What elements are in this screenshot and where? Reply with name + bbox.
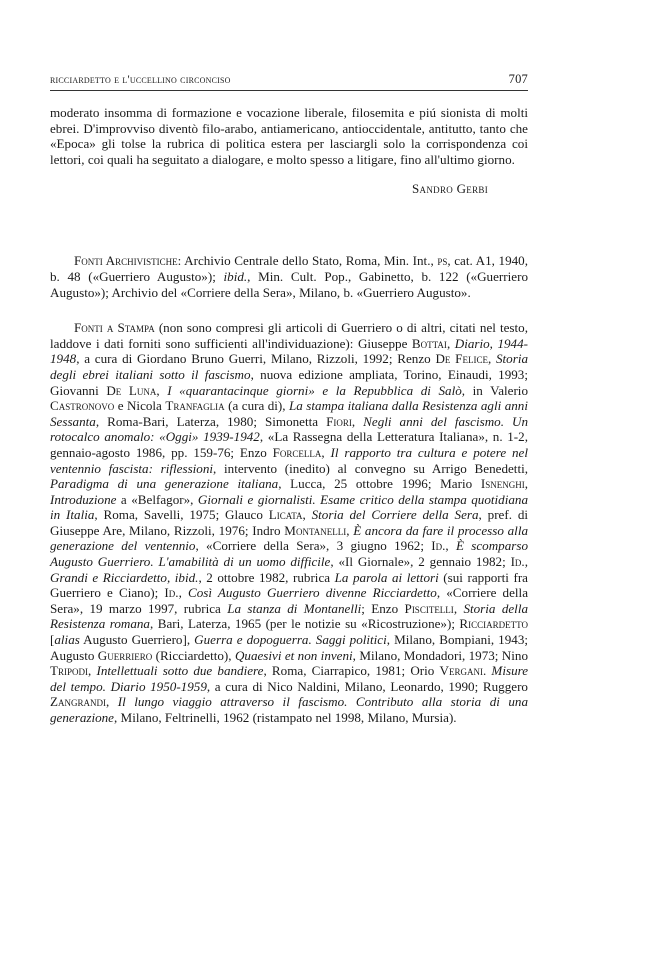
italic-title: È scomparso Augusto Guerriero. L'amabilità di un uomo difficile — [50, 538, 529, 570]
body-paragraph: moderato insomma di formazione e vocazione liberale, filosemita e piú sionista di molti ebrei. D'improvviso diventò filo-arabo, antiamericano, antioccidentale, antitutto, tanto che «Epoca» gli tolse la rubrica di politica estera per lasciargli solo la corrispondenza coi lettori, coi quali ha seguitato a dialogare, e molto spesso a litigare, fino all'ultimo giorno. — [50, 105, 528, 167]
text-run: Archivio Centrale dello Stato, Roma, Min. Int., — [181, 253, 438, 269]
text-run: , a cura di Nico Naldini, Milano, Leonardo, 1990; Ruggero — [206, 678, 528, 694]
text-run: , in Valerio — [461, 382, 528, 398]
author-name: Licata — [268, 507, 303, 523]
printed-sources-text — [50, 320, 528, 725]
text-run: , — [453, 600, 464, 616]
author-name: ps — [437, 253, 448, 269]
author-name: Id. — [510, 554, 525, 570]
text-run: , Roma, Ciarrapico, 1981; Orio — [263, 663, 440, 679]
text-run: , — [445, 538, 456, 554]
italic-title: Storia della Resistenza romana — [50, 600, 529, 632]
italic-title: Intellettuali sotto due bandiere — [96, 663, 264, 679]
text-run: , «La Rassegna della Letteratura Italiana», n. 1-2, gennaio-agosto 1986, pp. 159-76; Enzo — [50, 429, 528, 460]
text-run: , — [487, 351, 496, 367]
text-run: , — [156, 382, 168, 398]
italic-title: ibid. — [223, 268, 248, 284]
italic-title: Grandi e Ricciardetto, ibid. — [50, 569, 199, 585]
author-name: Montanelli — [284, 522, 347, 538]
text-run: , Milano, Bompiani, 1943; Augusto — [50, 632, 529, 663]
italic-title: Storia degli ebrei italiani sotto il fascismo — [50, 351, 529, 382]
italic-title: Guerra e dopoguerra. Saggi politici — [194, 632, 387, 648]
italic-title: Diario, 1944-1948 — [50, 335, 528, 367]
text-run: , — [524, 476, 528, 492]
running-title: ricciardetto e l'uccellino circonciso — [50, 72, 231, 86]
text-run: , Milano, Mondadori, 1973; Nino — [352, 647, 528, 663]
author-name: Zangrandi — [50, 694, 106, 710]
author-name: Id. — [164, 585, 179, 601]
text-run: , Min. Cult. Pop., Gabinetto, b. 122 («Guerriero Augusto»); Archivio del «Corriere della Sera», Milano, b. «Guerriero Augusto». — [50, 268, 528, 300]
text-run: , — [178, 585, 188, 601]
text-run: , — [302, 507, 312, 523]
author-signature: Sandro Gerbi — [412, 181, 488, 197]
text-run: , — [346, 522, 354, 538]
text-run: , cat. A1, 1940, b. 48 («Guerriero Augusto»); — [50, 253, 528, 284]
text-run: a «Belfagor», — [116, 491, 198, 507]
author-name: Castronovo — [50, 398, 115, 414]
text-run: ; Enzo — [361, 600, 405, 616]
text-run: , Milano, Feltrinelli, 1962 (ristampato nel 1998, Milano, Mursia). — [114, 710, 457, 725]
text-run: , Roma, Savelli, 1975; Glauco — [94, 507, 269, 523]
printed-sources — [50, 320, 528, 725]
text-run: (Ricciardetto), — [152, 647, 235, 663]
text-run: , — [321, 444, 331, 460]
italic-title: Giornali e giornalisti. Esame critico della stampa quotidiana in Italia — [50, 491, 528, 523]
text-run: , — [88, 663, 97, 679]
italic-title: Introduzione — [50, 491, 117, 507]
italic-title: Il rapporto tra cultura e potere nel ventennio fascista: riflessioni — [50, 444, 528, 476]
italic-title: Così Augusto Guerriero divenne Ricciardetto — [187, 585, 437, 601]
archival-sources — [50, 253, 528, 300]
text-run: , — [524, 554, 528, 570]
text-run: , nuova edizione ampliata, Torino, Einaudi, 1993; Giovanni — [50, 366, 528, 398]
text-run: , «Corriere della Sera», 3 giugno 1962; — [195, 538, 432, 554]
printed-sources-label: Fonti a Stampa — [74, 320, 155, 336]
author-name: Forcella — [272, 444, 322, 460]
text-run: , Bari, Laterza, 1965 (per le notizie su «Ricostruzione»); — [149, 616, 460, 632]
text-run: [ — [50, 632, 55, 648]
text-run: , — [446, 335, 455, 351]
text-run: (non sono compresi gli articoli di Guerriero o di altri, citati nel testo, laddove i dati forniti sono sufficienti all'individuazione): Giuseppe — [50, 320, 528, 351]
italic-title: Misure del tempo. Diario 1950-1959 — [50, 663, 529, 694]
text-run: , a cura di Giordano Bruno Guerri, Milano, Rizzoli, 1992; Renzo — [76, 351, 436, 367]
text-run: , Roma-Bari, Laterza, 1980; Simonetta — [95, 413, 327, 429]
italic-title: La stampa italiana dalla Resistenza agli anni Sessanta — [50, 398, 528, 429]
italic-title: La stanza di Montanelli — [227, 600, 362, 616]
text-run: , 2 ottobre 1982, rubrica — [198, 569, 335, 585]
italic-title: La parola ai lettori — [334, 569, 439, 585]
author-name: Tranfaglia — [165, 398, 225, 414]
italic-title: Il lungo viaggio attraverso il fascismo. Contributo alla storia di una generazione — [50, 694, 528, 725]
text-run: (sui rapporti fra Guerriero e Ciano); — [50, 569, 528, 601]
text-run: e Nicola — [114, 398, 166, 414]
text-run: Augusto Guerriero], — [79, 632, 195, 648]
text-run: , — [106, 694, 118, 710]
author-name: Id. — [431, 538, 446, 554]
text-run: , «Corriere della Sera», 19 marzo 1997, rubrica — [50, 585, 529, 616]
author-name: Bottai — [411, 335, 447, 351]
sources-section — [50, 253, 528, 725]
text-run: , intervento (inedito) al convegno su Arrigo Benedetti, — [213, 460, 528, 476]
author-name: Ricciardetto — [459, 616, 528, 632]
text-run: (a cura di), — [224, 398, 290, 414]
author-name: Piscitelli — [404, 600, 454, 616]
author-name: Vergani — [439, 663, 483, 679]
text-run: , Lucca, 25 ottobre 1996; Mario — [278, 476, 481, 492]
italic-title: I «quarantacinque giorni» e la Repubblica di Salò — [167, 382, 462, 398]
italic-title: Storia del Corriere della Sera — [311, 507, 479, 523]
text-run: . — [482, 663, 492, 679]
italic-title: Paradigma di una generazione italiana — [50, 476, 279, 492]
text-run: , — [351, 413, 364, 429]
author-name: Isnenghi — [480, 476, 525, 492]
author-name: De Felice — [435, 351, 488, 367]
author-name: Fiori — [326, 413, 352, 429]
author-name: Guerriero — [97, 647, 153, 663]
text-run: , pref. di Giuseppe Are, Milano, Rizzoli, 1976; Indro — [50, 507, 529, 538]
italic-title: alias — [54, 632, 80, 648]
author-name: De Luna — [106, 382, 157, 398]
archival-sources-label: Fonti Archivistiche: — [74, 253, 182, 269]
text-run: , «Il Giornale», 2 gennaio 1982; — [330, 554, 511, 570]
author-name: Tripodi — [50, 663, 88, 679]
italic-title: Quaesivi et non inveni — [234, 647, 353, 663]
italic-title: Negli anni del fascismo. Un rotocalco anomalo: «Oggi» 1939-1942 — [50, 413, 528, 445]
running-head — [50, 72, 528, 91]
page-number: 707 — [508, 72, 528, 86]
book-page — [50, 72, 528, 726]
italic-title: È ancora da fare il processo alla generazione del ventennio — [50, 522, 529, 554]
